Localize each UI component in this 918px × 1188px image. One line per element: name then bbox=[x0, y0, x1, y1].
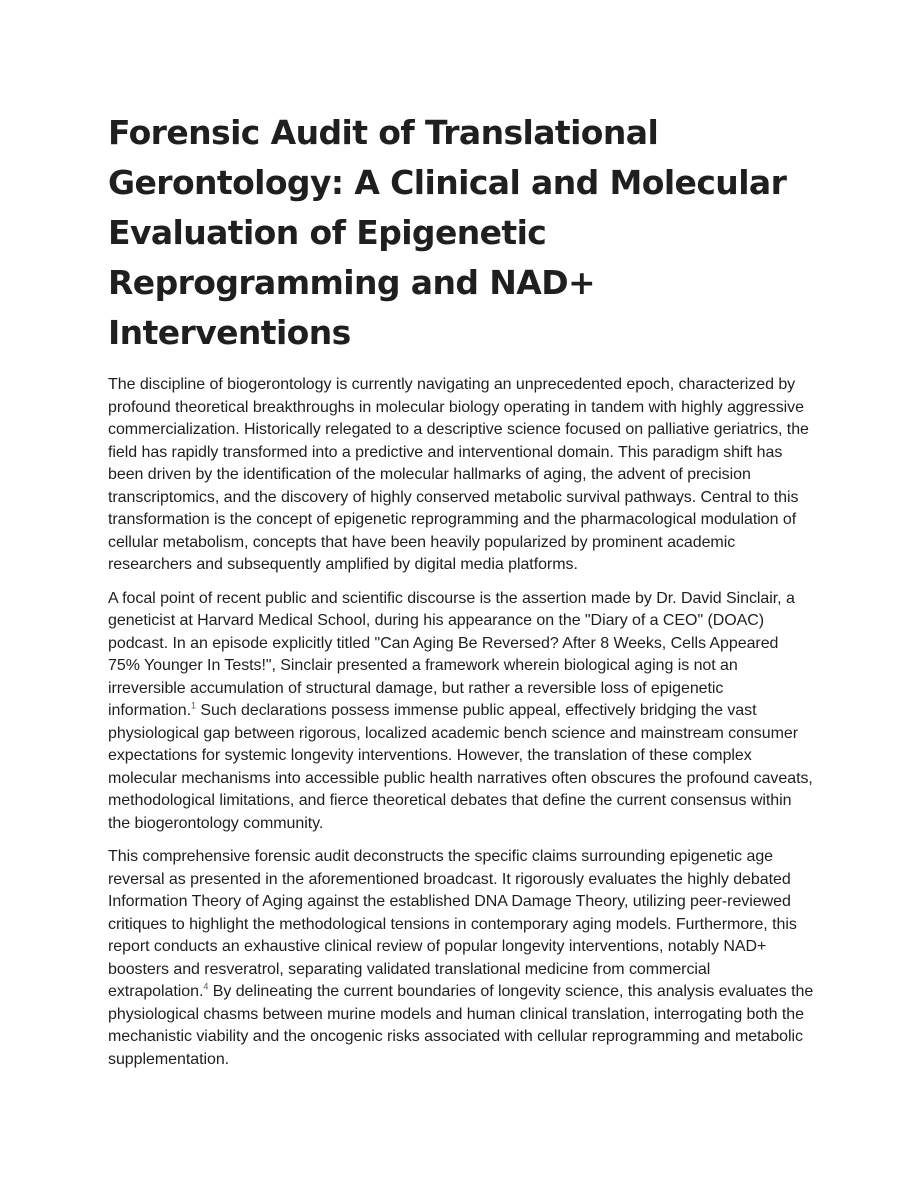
footnote-ref[interactable]: 1 bbox=[191, 700, 196, 711]
paragraph-audit-scope bbox=[108, 846, 814, 1071]
footnote-ref[interactable]: 4 bbox=[203, 981, 209, 992]
paragraph-text: Such declarations possess immense public appeal, effectively bridging the vast physiological gap between rigorous, localized academic bench science and mainstream consumer expectations for systemic longevity interventions. However, the translation of these complex molecular mechanisms into accessible public health narratives often obscures the profound caveats, methodological limitations, and fierce theoretical debates that define the current consensus within the biogerontology community. bbox=[108, 702, 813, 832]
paragraph-text: By delineating the current boundaries of longevity science, this analysis evaluates the physiological chasms between murine models and human clinical translation, interrogating both the mechanistic viability and the oncogenic risks associated with cellular reprogramming and metabolic supplementation. bbox=[108, 983, 814, 1068]
paragraph-intro: The discipline of biogerontology is currently navigating an unprecedented epoch, characterized by profound theoretical breakthroughs in molecular biology operating in tandem with highly aggressive commercialization. Historically relegated to a descriptive science focused on palliative geriatrics, the field has rapidly transformed into a predictive and interventional domain. This paradigm shift has been driven by the identification of the molecular hallmarks of aging, the advent of precision transcriptomics, and the discovery of highly conserved metabolic survival pathways. Central to this transformation is the concept of epigenetic reprogramming and the pharmacological modulation of cellular metabolism, concepts that have been heavily popularized by prominent academic researchers and subsequently amplified by digital media platforms. bbox=[108, 376, 809, 573]
paragraph-text: This comprehensive forensic audit deconstructs the specific claims surrounding epigenetic age reversal as presented in the aforementioned broadcast. It rigorously evaluates the highly debated Information Theory of Aging against the established DNA Damage Theory, utilizing peer-reviewed critiques to highlight the methodological tensions in contemporary aging models. Furthermore, this report conducts an exhaustive clinical review of popular longevity interventions, notably NAD+ boosters and resveratrol, separating validated translational medicine from commercial extrapolation. bbox=[108, 848, 797, 1000]
paragraph-sinclair-claim bbox=[108, 588, 814, 836]
document-title: Forensic Audit of Translational Gerontology: A Clinical and Molecular Evaluation of Epigenetic Reprogramming and NAD+ Interventions bbox=[108, 113, 787, 352]
paragraph-text: A focal point of recent public and scientific discourse is the assertion made by Dr. David Sinclair, a geneticist at Harvard Medical School, during his appearance on the "Diary of a CEO" (DOAC) podcast. In an episode explicitly titled "Can Aging Be Reversed? After 8 Weeks, Cells Appeared 75% Younger In Tests!", Sinclair presented a framework wherein biological aging is not an irreversible accumulation of structural damage, but rather a reversible loss of epigenetic information. bbox=[108, 589, 795, 719]
document-page bbox=[108, 108, 814, 1082]
